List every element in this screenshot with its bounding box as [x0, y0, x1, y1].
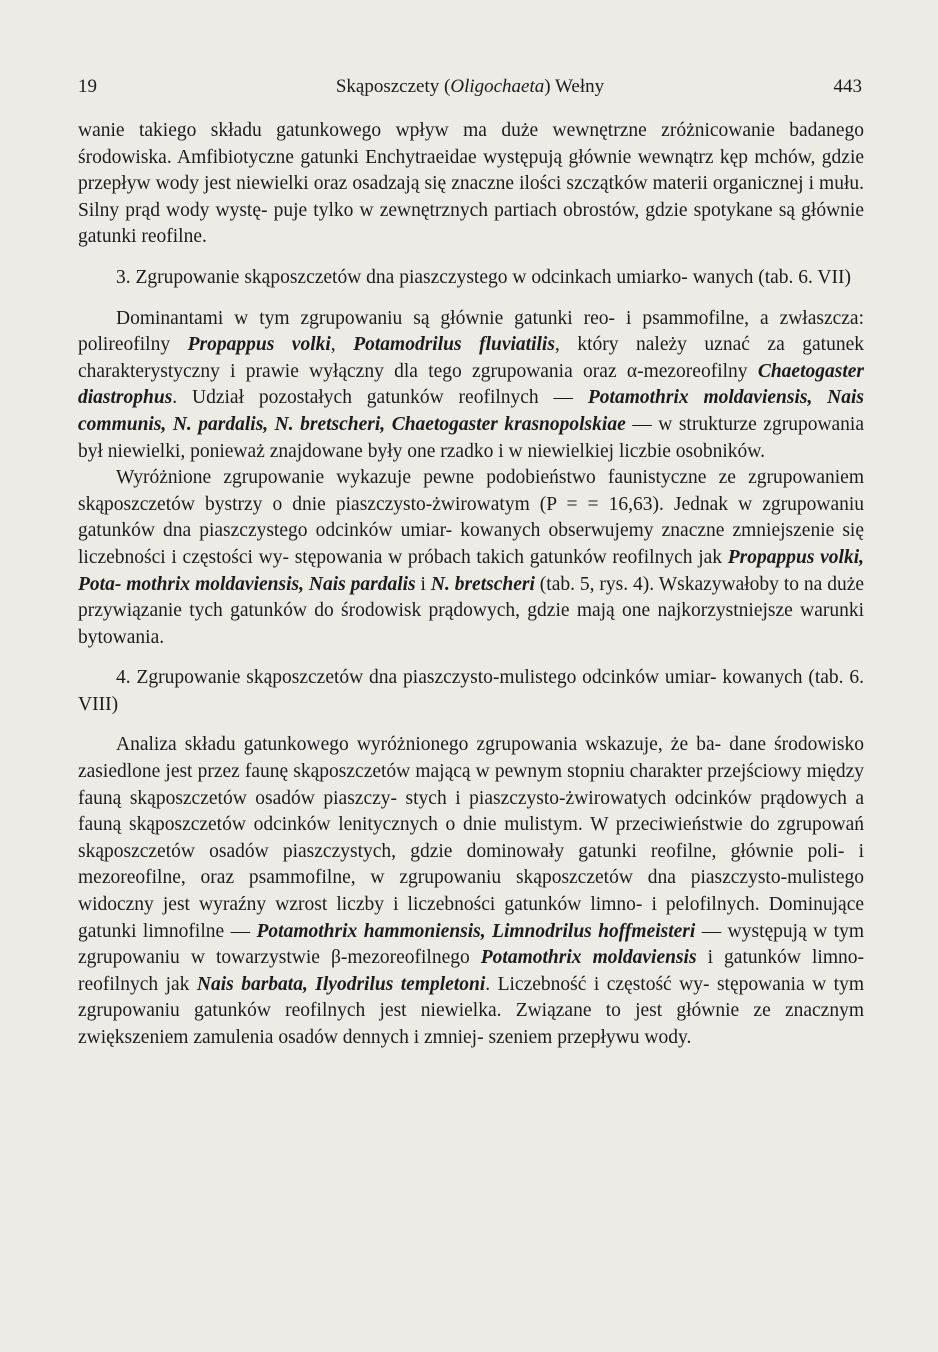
paragraph-dominants: Dominantami w tym zgrupowaniu są głównie gatunki reo- i psammofilne, a zwłaszcza: polireofilny Propappus volki, Potamodrilus fluviatilis, który należy uznać za gatunek charakterystyczny i prawie wyłączny dla tego zgrupowania oraz α-mezoreofilny Chaetogaster diastrophus. Udział pozostałych gatunków reofilnych — Potamothrix moldaviensis, Nais communis, N. pardalis, N. bretscheri, Chaetogaster krasnopolskiae — w strukturze zgrupowania był niewielki, ponieważ znajdowane były one rzadko i w niewielkiej liczbie osobników. — [78, 307, 865, 462]
section-heading-3: 3. Zgrupowanie skąposzczetów dna piaszczystego w odcinkach umiarko- wanych (tab. 6. VII) — [116, 266, 851, 288]
section-heading-4: 4. Zgrupowanie skąposzczetów dna piaszczysto-mulistego odcinków umiar- kowanych (tab. 6. VIII) — [78, 667, 864, 715]
running-title: Skąposzczety (Oligochaeta) Wełny — [335, 76, 605, 97]
running-title-italic: Oligochaeta — [450, 76, 545, 97]
paragraph-analysis: Analiza składu gatunkowego wyróżnionego zgrupowania wskazuje, że ba- dane środowisko zasiedlone jest przez faunę skąposzczetów mającą w pewnym stopniu charakter przejściowy między fauną skąposzczetów osadów piaszczy- stych i piaszczysto-żwirowatych odcinków prądowych a fauną skąposzczetów odcinków lenitycznych o dnie mulistym. W przeciwieństwie do zgrupowań skąposzczetów osadów piaszczystych, gdzie dominowały gatunki reofilne, głównie poli- i mezoreofilne, oraz psammofilne, w zgrupowaniu skąposzczetów dna piaszczysto-mulistego widoczny jest wyraźny wzrost liczby i liczebności gatunków limno- i pelofilnych. Dominujące gatunki limnofilne — Potamothrix hammoniensis, Limnodrilus hoffmeisteri — występują w tym zgrupowaniu w towarzystwie β-mezoreofilnego Potamothrix moldaviensis i gatunków limno- reofilnych jak Nais barbata, Ilyodrilus templetoni. Liczebność i częstość wy- stępowania w tym zgrupowaniu gatunków reofilnych jest niewielka. Związane to jest głównie ze znacznym zwiększeniem zamulenia osadów dennych i zmniej- szeniem przepływu wody. — [78, 734, 865, 1048]
page-number: 443 — [833, 76, 862, 97]
body-text — [78, 118, 864, 1052]
paragraph-continuation: wanie takiego składu gatunkowego wpływ ma duże wewnętrzne zróżnicowanie badanego środowiska. Amfibiotyczne gatunki Enchytraeidae występują głównie wewnątrz kęp mchów, gdzie przepływ wody jest niewielki oraz osadzają się znaczne ilości szczątków materii organicznej i mułu. Silny prąd wody wystę- puje tylko w zewnętrznych partiach obrostów, gdzie spotykane są głównie gatunki reofilne. — [78, 120, 865, 248]
section-number: 19 — [78, 76, 97, 97]
running-header — [78, 72, 862, 102]
paragraph-comparison: Wyróżnione zgrupowanie wykazuje pewne podobieństwo faunistyczne ze zgrupowaniem skąposzczetów bystrzy o dnie piaszczysto-żwirowatym (P = = 16,63). Jednak w zgrupowaniu gatunków dna piaszczystego odcinków umiar- kowanych obserwujemy znaczne zmniejszenie się liczebności i częstości wy- stępowania w próbach takich gatunków reofilnych jak Propappus volki, Pota- mothrix moldaviensis, Nais pardalis i N. bretscheri (tab. 5, rys. 4). Wskazywałoby to na duże przywiązanie tych gatunków do środowisk prądowych, gdzie mają one najkorzystniejsze warunki bytowania. — [78, 467, 865, 648]
